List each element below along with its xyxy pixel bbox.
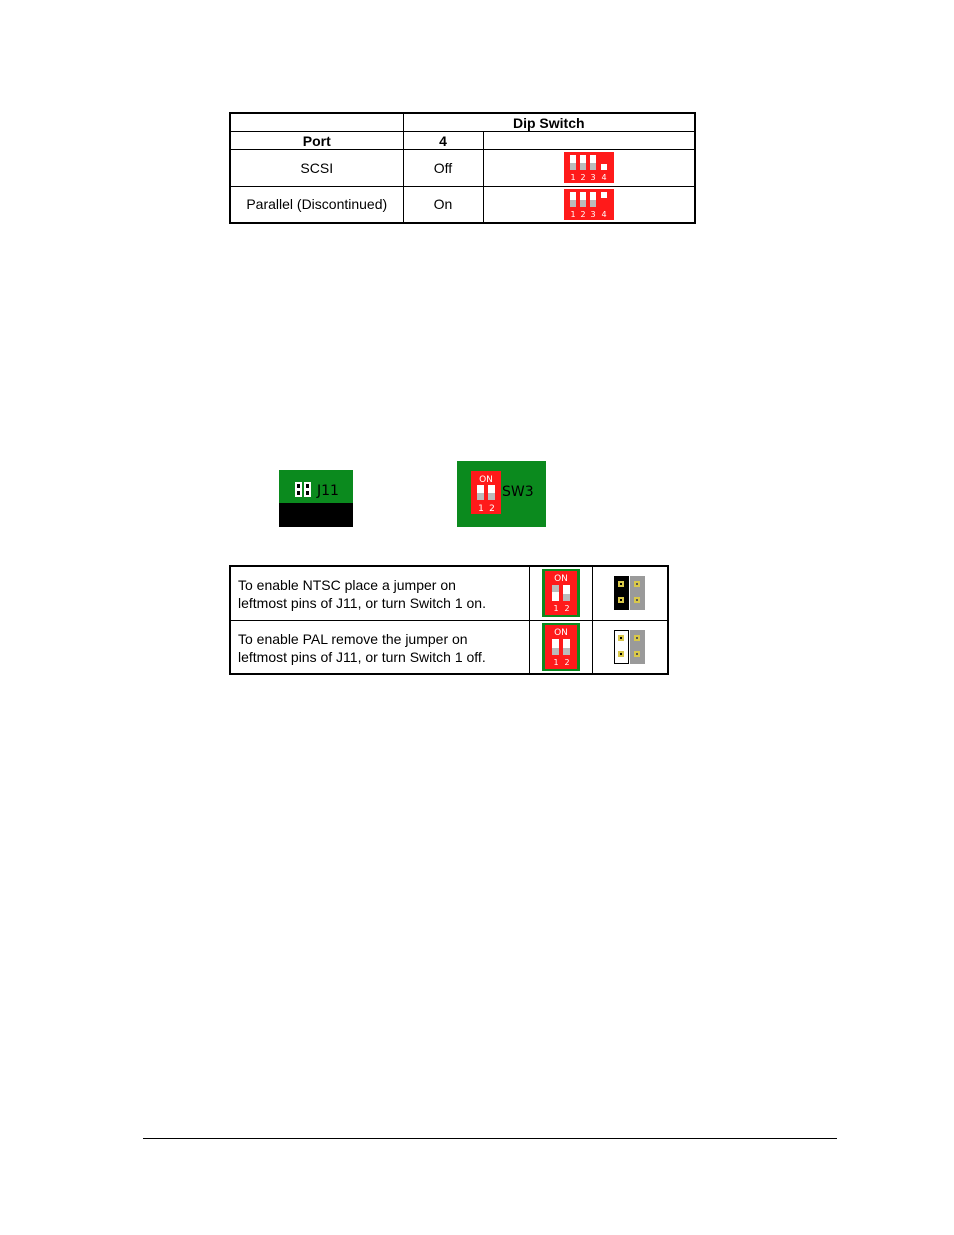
switch-image-cell [529, 620, 592, 674]
dip-switch-on-icon [564, 189, 614, 220]
dip-switch-header: Dip Switch [403, 113, 695, 132]
switch-image-cell [529, 566, 592, 620]
switch-label: 1 [552, 604, 559, 614]
switch-image-cell [483, 150, 695, 186]
ntsc-instruction [230, 566, 529, 620]
table-row [230, 566, 668, 620]
switch-number-header: 4 [403, 132, 483, 150]
switch-label: 4 [601, 173, 607, 183]
port-header: Port [230, 132, 403, 150]
setting-cell: Off [403, 150, 483, 186]
jumper-image-cell [592, 566, 668, 620]
dip-switch-off-icon [564, 152, 614, 183]
blank-header-cell [230, 113, 403, 132]
setting-cell: On [403, 186, 483, 223]
j11-jumper-board [279, 470, 353, 527]
table-row [230, 620, 668, 674]
switch-label: 1 [478, 504, 484, 514]
switch-label: 1 [552, 657, 559, 667]
dip-switch-table [229, 112, 696, 224]
switch-label: 2 [563, 604, 570, 614]
footer-rule [143, 1138, 837, 1139]
pal-instruction [230, 620, 529, 674]
instruction-line: leftmost pins of J11, or turn Switch 1 off. [238, 648, 486, 665]
switch-label: 1 [570, 173, 576, 183]
table-row [230, 150, 695, 186]
table-row [230, 186, 695, 223]
switch-label: 2 [580, 173, 586, 183]
switch-image-cell [483, 186, 695, 223]
switch-label: 3 [590, 173, 596, 183]
sw3-switch-board [457, 461, 546, 527]
instruction-line: leftmost pins of J11, or turn Switch 1 on. [238, 595, 486, 612]
port-cell: Parallel (Discontinued) [230, 186, 403, 223]
port-cell: SCSI [230, 150, 403, 186]
switch-label: 2 [563, 657, 570, 667]
instruction-line: To enable NTSC place a jumper on [238, 577, 456, 594]
j11-label: J11 [317, 483, 339, 499]
switch-label: 2 [580, 209, 586, 219]
sw3-on-label: ON [479, 475, 493, 485]
dip-switch-off-icon [542, 623, 580, 671]
dip-switch-on-icon [542, 569, 580, 617]
jumper-removed-icon [613, 629, 647, 665]
switch-label: 3 [590, 209, 596, 219]
switch-on-label: ON [553, 627, 568, 638]
jumper-image-cell [592, 620, 668, 674]
sw3-label: SW3 [502, 484, 534, 500]
switch-label: 4 [601, 209, 607, 219]
switch-label: 2 [489, 504, 495, 514]
video-mode-table [229, 565, 669, 675]
jumper-installed-icon [613, 575, 647, 611]
switch-label: 1 [570, 209, 576, 219]
switch-on-label: ON [553, 574, 568, 585]
instruction-line: To enable PAL remove the jumper on [238, 630, 468, 647]
blank-header-cell [483, 132, 695, 150]
